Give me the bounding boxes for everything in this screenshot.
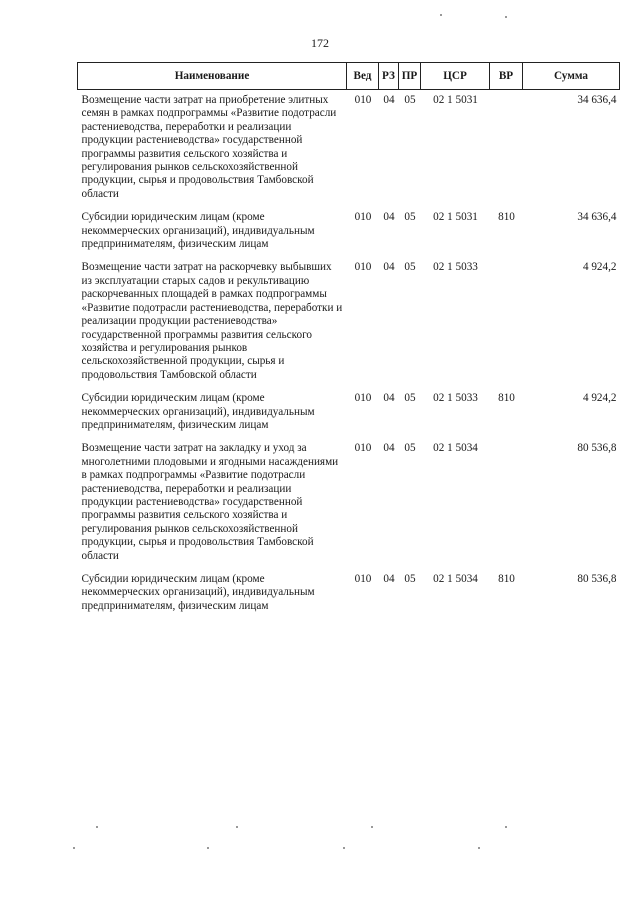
row-csr: 02 1 5031 <box>433 211 478 224</box>
row-ved: 010 <box>354 573 372 585</box>
row-pr: 05 <box>404 94 416 106</box>
row-rz: 04 <box>383 211 395 224</box>
row-pr: 05 <box>404 392 416 405</box>
row-rz: 04 <box>383 94 395 106</box>
page-number: 172 <box>311 36 329 50</box>
header-pr: ПР <box>399 63 421 90</box>
table-row <box>78 569 620 619</box>
row-csr: 02 1 5033 <box>433 392 478 405</box>
scan-speck <box>207 847 209 849</box>
row-csr: 02 1 5034 <box>433 573 478 585</box>
row-sum: 34 636,4 <box>577 211 617 224</box>
row-csr: 02 1 5031 <box>433 94 478 106</box>
row-name: Субсидии юридическим лицам (кроме некоммерческих организаций), индивидуальным предпринимателям, физическим лицам <box>81 392 315 431</box>
scan-speck <box>236 826 238 828</box>
scan-speck <box>73 847 75 849</box>
table-row <box>78 207 620 257</box>
row-name: Возмещение части затрат на раскорчевку выбывших из эксплуатации старых садов и рекультивацию раскорчеванных площадей в рамках подпрограммы «Развитие подотрасли растениеводства, переработки и реализации продукции растениеводства» государственной программы развития сельского хозяйства и регулирования рынков сельскохозяйственной продукции, сырья и продовольствия Тамбовской области <box>81 261 343 381</box>
row-rz: 04 <box>383 392 395 405</box>
header-name: Наименование <box>78 63 347 90</box>
row-ved: 010 <box>354 261 372 274</box>
header-vr: ВР <box>490 63 523 90</box>
row-sum: 80 536,8 <box>577 573 617 585</box>
row-rz: 04 <box>383 442 395 455</box>
row-rz: 04 <box>383 261 395 274</box>
header-sum: Сумма <box>523 63 620 90</box>
row-sum: 4 924,2 <box>582 392 617 405</box>
row-vr: 810 <box>498 211 515 224</box>
scan-speck <box>505 826 507 828</box>
row-sum: 80 536,8 <box>577 442 617 455</box>
scan-speck <box>478 847 480 849</box>
row-vr: 810 <box>498 573 515 585</box>
row-sum: 4 924,2 <box>582 261 617 274</box>
row-sum: 34 636,4 <box>577 94 617 106</box>
row-pr: 05 <box>404 261 416 274</box>
row-csr: 02 1 5034 <box>433 442 478 455</box>
header-rz: РЗ <box>379 63 399 90</box>
row-ved: 010 <box>354 392 372 405</box>
table-header <box>78 63 620 90</box>
header-ved: Вед <box>347 63 379 90</box>
table-row <box>78 257 620 388</box>
row-vr <box>490 90 523 208</box>
header-csr: ЦСР <box>421 63 490 90</box>
row-vr <box>490 257 523 388</box>
row-ved: 010 <box>354 94 372 106</box>
budget-table <box>77 62 620 619</box>
table-body <box>78 90 620 620</box>
table-row <box>78 90 620 208</box>
table-row <box>78 438 620 569</box>
row-rz: 04 <box>383 573 395 585</box>
scan-speck <box>505 16 507 18</box>
row-name: Субсидии юридическим лицам (кроме некоммерческих организаций), индивидуальным предпринимателям, физическим лицам <box>81 211 315 251</box>
row-vr: 810 <box>498 392 515 405</box>
row-pr: 05 <box>404 442 416 455</box>
scan-speck <box>440 14 442 16</box>
scan-speck <box>343 847 345 849</box>
table-row <box>78 388 620 438</box>
row-vr <box>490 438 523 569</box>
row-name: Возмещение части затрат на приобретение элитных семян в рамках подпрограммы «Развитие подотрасли растениеводства, переработки и реализации продукции растениеводства» государственной программы развития сельского хозяйства и регулирования рынков сельскохозяйственной продукции, сырья и продовольствия Тамбовской области <box>81 94 337 200</box>
scan-speck <box>371 826 373 828</box>
row-ved: 010 <box>354 211 372 224</box>
row-pr: 05 <box>404 211 416 224</box>
row-name: Субсидии юридическим лицам (кроме некоммерческих организаций), индивидуальным предпринимателям, физическим лицам <box>81 573 315 612</box>
scan-speck <box>96 826 98 828</box>
row-csr: 02 1 5033 <box>433 261 478 274</box>
row-ved: 010 <box>354 442 372 455</box>
row-name: Возмещение части затрат на закладку и уход за многолетними плодовыми и ягодными насаждениями в рамках подпрограммы «Развитие подотрасли растениеводства, переработки и реализации продукции растениеводства» государственной программы развития сельского хозяйства и регулирования рынков сельскохозяйственной продукции, сырья и продовольствия Тамбовской области <box>81 442 339 562</box>
row-pr: 05 <box>404 573 416 585</box>
